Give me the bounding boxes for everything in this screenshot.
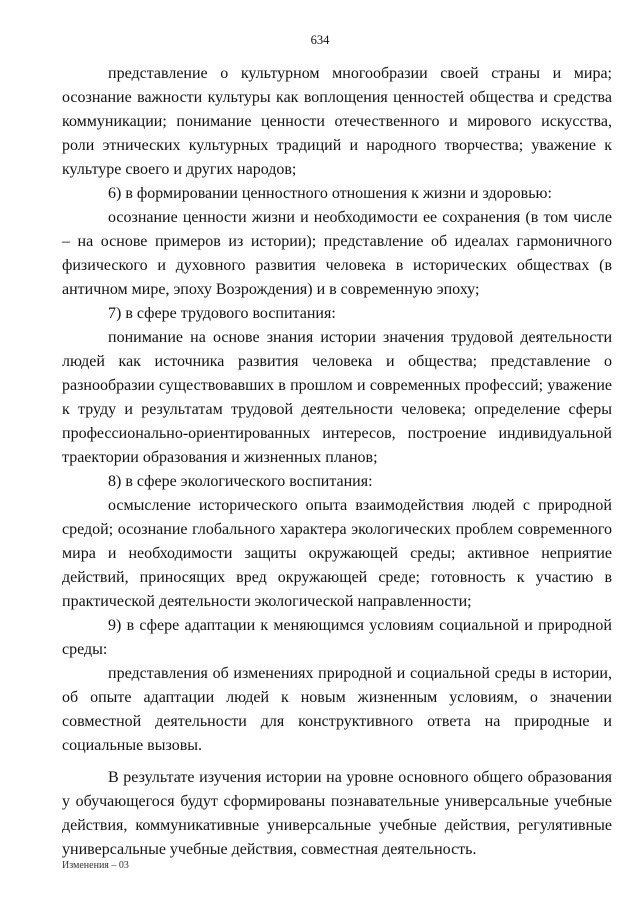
- page-number: 634: [310, 33, 330, 47]
- paragraph-adaptation: представления об изменениях природной и социальной среды в истории, об опыте адаптации людей к новым жизненным условиям, о значении совместной деятельности для конструктивного ответа на природные и социальные вызовы.: [62, 665, 612, 754]
- list-item-health-heading: 6) в формировании ценностного отношения к жизни и здоровью:: [108, 185, 552, 202]
- list-item-labor-heading: 7) в сфере трудового воспитания:: [108, 305, 336, 322]
- footer-revision-note: Изменения – 03: [62, 860, 129, 871]
- document-body: [62, 62, 612, 862]
- paragraph-labor-education: понимание на основе знания истории значения трудовой деятельности людей как источника развития человека и общества; представление о разнообразии существовавших в прошлом и современных профессий; уважение к труду и результатам трудовой деятельности человека; определение сферы профессионально-ориентированных интересов, построение индивидуальной траектории образования и жизненных планов;: [62, 329, 612, 466]
- list-item-adaptation-heading: 9) в сфере адаптации к меняющимся условиям социальной и природной среды:: [62, 617, 612, 658]
- paragraph-ecology-education: осмысление исторического опыта взаимодействия людей с природной средой; осознание глобального характера экологических проблем современного мира и необходимости защиты окружающей среды; активное неприятие действий, приносящих вред окружающей среде; готовность к участию в практической деятельности экологической направленности;: [62, 497, 612, 610]
- paragraph-culture-values: представление о культурном многообразии своей страны и мира; осознание важности культуры как воплощения ценностей общества и средства коммуникации; понимание ценности отечественного и мирового искусства, роли этнических культурных традиций и народного творчества; уважение к культуре своего и других народов;: [62, 65, 612, 178]
- paragraph-learning-outcomes: В результате изучения истории на уровне основного общего образования у обучающегося будут сформированы познавательные универсальные учебные действия, коммуникативные универсальные учебные действия, регулятивные универсальные учебные действия, совместная деятельность.: [62, 769, 612, 858]
- paragraph-health-values: осознание ценности жизни и необходимости ее сохранения (в том числе – на основе примеров из истории); представление об идеалах гармоничного физического и духовного развития человека в исторических обществах (в античном мире, эпоху Возрождения) и в современную эпоху;: [62, 209, 612, 298]
- list-item-ecology-heading: 8) в сфере экологического воспитания:: [108, 473, 373, 490]
